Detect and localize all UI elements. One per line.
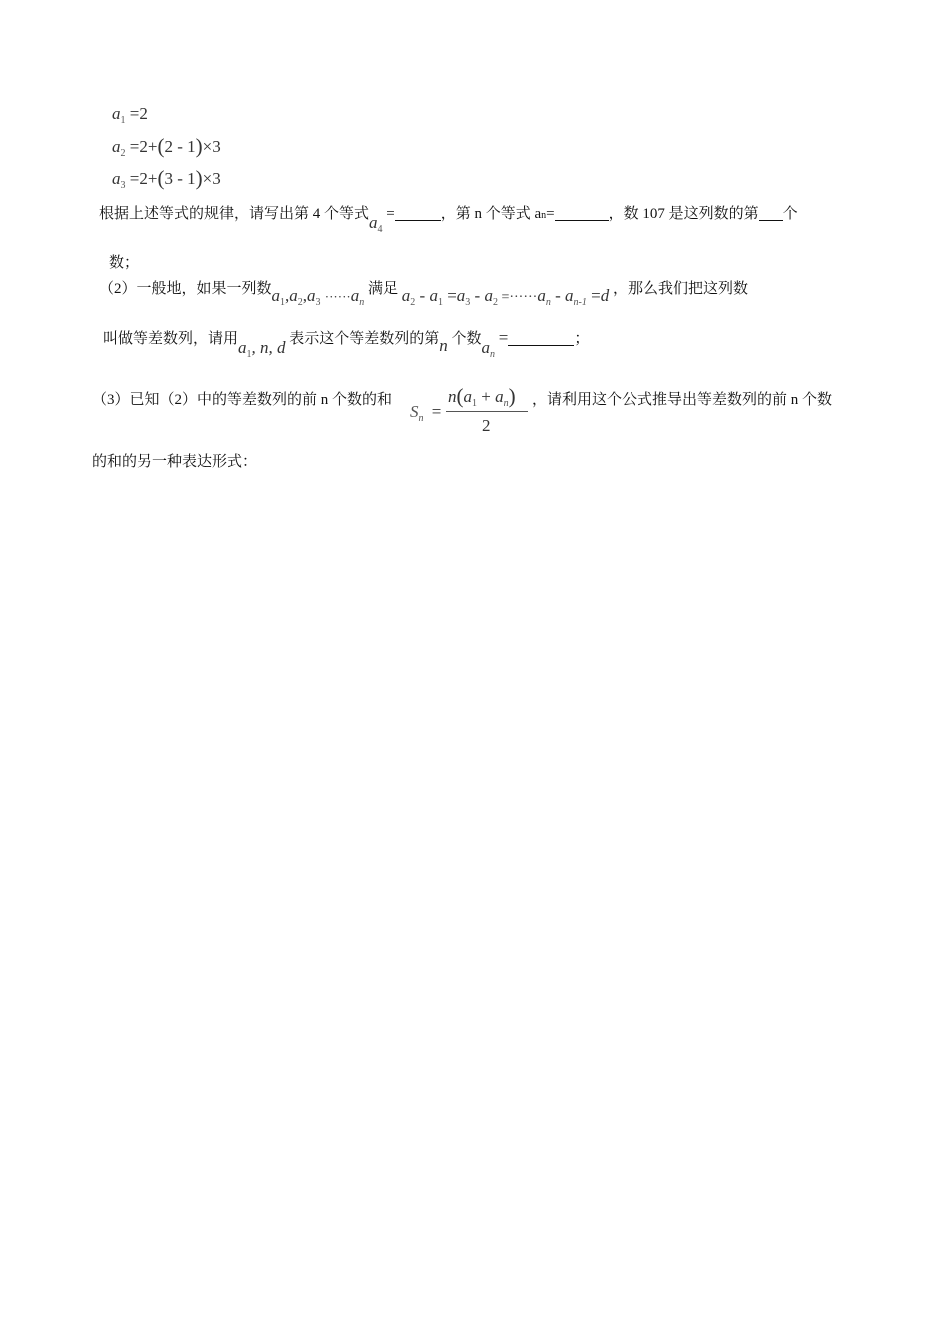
- fraction-numerator: $n(a_1 + a_n)$: [448, 384, 516, 409]
- answer-blank-position[interactable]: [759, 204, 783, 221]
- equation-a1: $a_1 =2$: [112, 104, 148, 126]
- equation-a2: $a_2 =2+(2 - 1)\times 3$: [112, 134, 221, 159]
- an-symbol: $a_n$: [481, 338, 496, 360]
- sum-symbol: $S_n$ =: [410, 402, 442, 424]
- question-2-line-1: （2）一般地，如果一列数$a_1,a_2,a_3 \cdot\cdot\cdot\cdot\cdot\cdot a_n$ 满足 $a_2 - a_1 =a_3 - a_2 =\cdot\cdot\cdot\cdot\cdot\cdot a_n - a_{n-1} =d$ ，那么我们把这列数: [99, 281, 748, 308]
- equation-a3: $a_3 =2+(3 - 1)\times 3$: [112, 166, 221, 191]
- difference-condition: $a_2 - a_1 =a_3 - a_2 =\cdot\cdot\cdot\cdot\cdot\cdot a_n - a_{n-1} =d$: [401, 286, 610, 308]
- a4-symbol: $a_4$: [369, 213, 383, 235]
- fraction-bar: [446, 411, 528, 412]
- answer-blank-an[interactable]: [555, 204, 609, 221]
- question-2-line-2: 叫做等差数列，请用$a_1$, n, d 表示这个等差数列的第n 个数$a_n$ = ；: [103, 328, 590, 360]
- sequence-expression: $a_1,a_2,a_3 \cdot\cdot\cdot\cdot\cdot\cdot a_n$: [271, 286, 365, 308]
- answer-blank-general-term[interactable]: [508, 329, 574, 346]
- fraction-denominator: 2: [482, 416, 491, 435]
- question-1-line: 根据上述等式的规律，请写出第 4 个等式$a_4$ = ，第 n 个等式 an= ，数 107 是这列数的第 个: [99, 206, 798, 235]
- question-3-line-2: 的和的另一种表达形式：: [92, 454, 258, 470]
- params-expression: $a_1$, n, d: [238, 338, 286, 360]
- sum-formula-fraction: [446, 384, 530, 440]
- question-3-line-1-start: （3）已知（2）中的等差数列的前 n 个数的和: [92, 392, 393, 408]
- question-3-line-1-end: ，请利用这个公式推导出等差数列的前 n 个数: [532, 392, 833, 408]
- question-1-continuation: 数；: [109, 255, 140, 271]
- answer-blank-a4[interactable]: [395, 204, 441, 221]
